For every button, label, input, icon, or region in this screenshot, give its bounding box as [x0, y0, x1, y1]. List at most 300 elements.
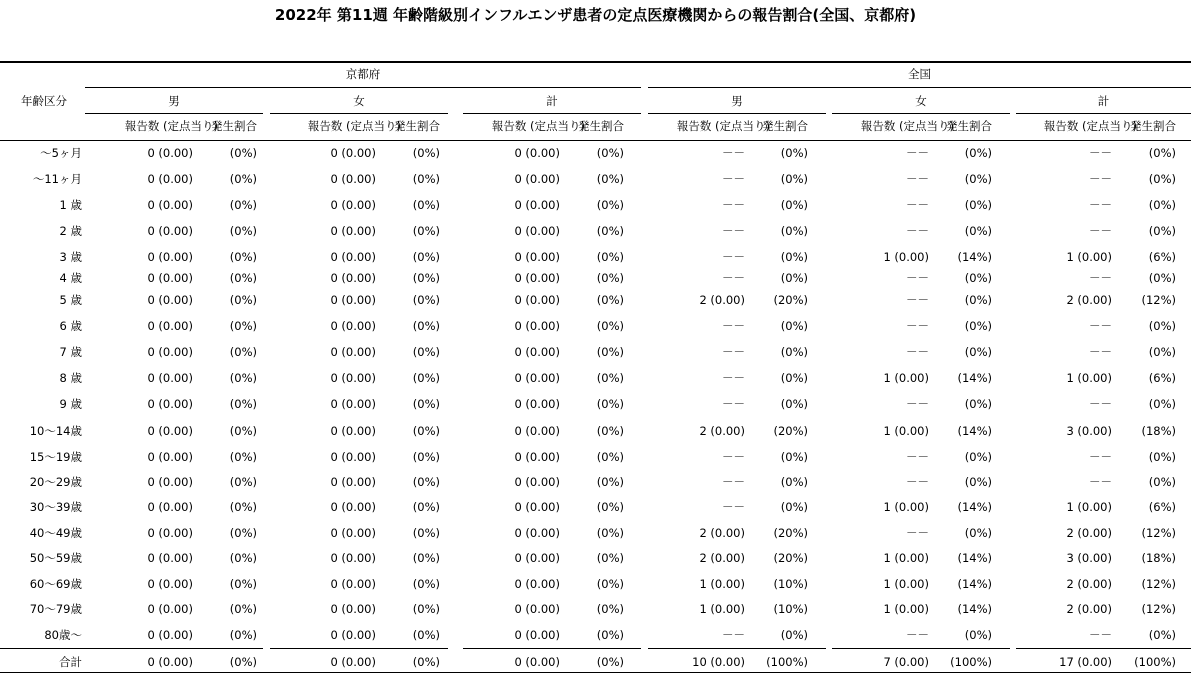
ratio-cell: (0%) — [964, 224, 992, 238]
ratio-cell: (0%) — [780, 345, 808, 359]
count-cell: 0 (0.00) — [330, 424, 376, 438]
total-count-cell: 17 (0.00) — [1059, 655, 1112, 669]
count-column-header: 報告数 (定点当り) — [491, 119, 585, 133]
count-column-header: 報告数 (定点当り) — [307, 119, 401, 133]
count-cell: 0 (0.00) — [514, 271, 560, 285]
count-cell: 0 (0.00) — [514, 475, 560, 489]
age-label: 20〜29歳 — [29, 475, 82, 489]
count-cell: －－ — [906, 526, 929, 540]
ratio-cell: (0%) — [1148, 319, 1176, 333]
ratio-cell: (0%) — [780, 450, 808, 464]
count-cell: －－ — [906, 172, 929, 186]
age-label: 2 歳 — [59, 224, 82, 238]
count-cell: 0 (0.00) — [147, 146, 193, 160]
table-top-border — [0, 61, 1191, 63]
ratio-cell: (14%) — [957, 424, 992, 438]
ratio-cell: (0%) — [1148, 198, 1176, 212]
count-cell: 0 (0.00) — [330, 371, 376, 385]
ratio-cell: (0%) — [229, 424, 257, 438]
count-cell: 0 (0.00) — [514, 224, 560, 238]
sex-underline — [270, 113, 448, 114]
count-cell: 0 (0.00) — [514, 450, 560, 464]
ratio-cell: (0%) — [780, 146, 808, 160]
total-top-border — [832, 648, 1010, 649]
ratio-cell: (0%) — [596, 345, 624, 359]
count-cell: －－ — [906, 224, 929, 238]
ratio-cell: (0%) — [780, 319, 808, 333]
ratio-cell: (0%) — [1148, 146, 1176, 160]
count-cell: 0 (0.00) — [514, 371, 560, 385]
ratio-cell: (0%) — [412, 397, 440, 411]
ratio-cell: (0%) — [1148, 224, 1176, 238]
ratio-cell: (0%) — [596, 271, 624, 285]
total-ratio-cell: (0%) — [412, 655, 440, 669]
count-cell: 0 (0.00) — [514, 397, 560, 411]
ratio-cell: (14%) — [957, 250, 992, 264]
count-cell: 0 (0.00) — [514, 577, 560, 591]
count-cell: 1 (0.00) — [699, 602, 745, 616]
ratio-cell: (0%) — [412, 250, 440, 264]
count-cell: 0 (0.00) — [514, 424, 560, 438]
age-label: 60〜69歳 — [29, 577, 82, 591]
count-cell: 0 (0.00) — [147, 475, 193, 489]
ratio-cell: (12%) — [1141, 293, 1176, 307]
count-cell: －－ — [906, 397, 929, 411]
age-label: 5 歳 — [59, 293, 82, 307]
ratio-cell: (0%) — [596, 577, 624, 591]
sex-underline — [648, 113, 826, 114]
count-cell: 0 (0.00) — [147, 371, 193, 385]
count-column-header: 報告数 (定点当り) — [124, 119, 218, 133]
region-underline-national — [648, 87, 1191, 88]
ratio-cell: (0%) — [412, 628, 440, 642]
count-cell: 2 (0.00) — [699, 551, 745, 565]
ratio-column-header: 発生割合 — [394, 119, 440, 133]
count-cell: 0 (0.00) — [147, 602, 193, 616]
count-cell: －－ — [1089, 146, 1112, 160]
count-cell: －－ — [1089, 198, 1112, 212]
sex-header: 男 — [731, 94, 743, 108]
ratio-column-header: 発生割合 — [578, 119, 624, 133]
ratio-cell: (0%) — [412, 526, 440, 540]
count-cell: 0 (0.00) — [330, 450, 376, 464]
count-cell: 0 (0.00) — [330, 224, 376, 238]
ratio-cell: (0%) — [596, 526, 624, 540]
ratio-cell: (0%) — [412, 424, 440, 438]
count-cell: 2 (0.00) — [699, 424, 745, 438]
count-cell: －－ — [1089, 172, 1112, 186]
sex-header: 男 — [168, 94, 180, 108]
count-cell: －－ — [722, 250, 745, 264]
ratio-cell: (0%) — [780, 628, 808, 642]
ratio-cell: (0%) — [229, 345, 257, 359]
ratio-cell: (0%) — [964, 319, 992, 333]
ratio-column-header: 発生割合 — [211, 119, 257, 133]
count-cell: 0 (0.00) — [147, 500, 193, 514]
ratio-cell: (0%) — [412, 577, 440, 591]
region-underline-kyoto — [85, 87, 641, 88]
total-count-cell: 0 (0.00) — [147, 655, 193, 669]
count-cell: －－ — [722, 371, 745, 385]
ratio-cell: (0%) — [229, 172, 257, 186]
ratio-cell: (0%) — [780, 172, 808, 186]
ratio-cell: (12%) — [1141, 602, 1176, 616]
ratio-cell: (0%) — [780, 224, 808, 238]
ratio-cell: (0%) — [1148, 628, 1176, 642]
ratio-cell: (10%) — [773, 577, 808, 591]
count-cell: 0 (0.00) — [330, 250, 376, 264]
ratio-cell: (0%) — [229, 371, 257, 385]
count-cell: －－ — [1089, 450, 1112, 464]
ratio-cell: (0%) — [412, 271, 440, 285]
count-cell: 0 (0.00) — [514, 146, 560, 160]
count-cell: －－ — [906, 450, 929, 464]
ratio-cell: (0%) — [1148, 271, 1176, 285]
ratio-cell: (0%) — [596, 424, 624, 438]
count-cell: －－ — [1089, 628, 1112, 642]
ratio-cell: (0%) — [412, 500, 440, 514]
page-title: 2022年 第11週 年齢階級別インフルエンザ患者の定点医療機関からの報告割合(全国、京都府) — [274, 6, 917, 24]
ratio-cell: (0%) — [964, 526, 992, 540]
ratio-cell: (0%) — [229, 250, 257, 264]
count-cell: 0 (0.00) — [514, 500, 560, 514]
count-cell: 2 (0.00) — [1066, 526, 1112, 540]
sex-underline — [463, 113, 641, 114]
count-cell: 0 (0.00) — [330, 526, 376, 540]
ratio-cell: (0%) — [964, 475, 992, 489]
count-cell: 0 (0.00) — [514, 198, 560, 212]
ratio-cell: (0%) — [596, 500, 624, 514]
ratio-cell: (0%) — [412, 345, 440, 359]
count-cell: 0 (0.00) — [330, 602, 376, 616]
count-cell: 0 (0.00) — [147, 450, 193, 464]
ratio-cell: (0%) — [780, 500, 808, 514]
ratio-cell: (0%) — [1148, 450, 1176, 464]
age-label: 50〜59歳 — [29, 551, 82, 565]
sex-header: 女 — [353, 94, 365, 108]
ratio-cell: (0%) — [596, 250, 624, 264]
total-label: 合計 — [59, 655, 82, 669]
count-cell: 0 (0.00) — [147, 397, 193, 411]
ratio-cell: (0%) — [229, 319, 257, 333]
count-cell: －－ — [906, 475, 929, 489]
count-cell: 0 (0.00) — [147, 293, 193, 307]
ratio-cell: (0%) — [596, 319, 624, 333]
count-cell: 0 (0.00) — [147, 424, 193, 438]
count-cell: 0 (0.00) — [330, 345, 376, 359]
ratio-cell: (0%) — [596, 602, 624, 616]
ratio-cell: (0%) — [596, 628, 624, 642]
count-cell: 0 (0.00) — [330, 198, 376, 212]
count-cell: 0 (0.00) — [514, 319, 560, 333]
count-cell: 2 (0.00) — [1066, 577, 1112, 591]
ratio-cell: (0%) — [229, 551, 257, 565]
ratio-cell: (0%) — [412, 450, 440, 464]
count-cell: －－ — [906, 628, 929, 642]
ratio-cell: (0%) — [596, 551, 624, 565]
region-header-kyoto: 京都府 — [345, 67, 381, 81]
ratio-cell: (0%) — [780, 475, 808, 489]
ratio-cell: (0%) — [229, 198, 257, 212]
age-label: 9 歳 — [59, 397, 82, 411]
age-label: 80歳〜 — [44, 628, 82, 642]
count-cell: －－ — [722, 146, 745, 160]
total-top-border — [270, 648, 448, 649]
count-cell: 0 (0.00) — [147, 628, 193, 642]
ratio-cell: (20%) — [773, 424, 808, 438]
total-top-border — [1016, 648, 1191, 649]
total-count-cell: 0 (0.00) — [330, 655, 376, 669]
count-cell: －－ — [722, 172, 745, 186]
count-cell: 0 (0.00) — [147, 345, 193, 359]
count-cell: 0 (0.00) — [147, 526, 193, 540]
count-cell: 2 (0.00) — [699, 293, 745, 307]
count-cell: 1 (0.00) — [883, 424, 929, 438]
count-cell: 0 (0.00) — [147, 271, 193, 285]
ratio-cell: (0%) — [964, 345, 992, 359]
age-label: 〜5ヶ月 — [40, 146, 82, 160]
count-cell: －－ — [722, 345, 745, 359]
count-cell: 2 (0.00) — [699, 526, 745, 540]
count-cell: －－ — [1089, 319, 1112, 333]
count-cell: －－ — [906, 319, 929, 333]
ratio-cell: (0%) — [596, 450, 624, 464]
count-cell: 1 (0.00) — [1066, 500, 1112, 514]
ratio-cell: (18%) — [1141, 551, 1176, 565]
count-cell: 3 (0.00) — [1066, 424, 1112, 438]
count-cell: －－ — [722, 397, 745, 411]
ratio-cell: (20%) — [773, 293, 808, 307]
count-cell: 0 (0.00) — [514, 345, 560, 359]
count-cell: 0 (0.00) — [514, 526, 560, 540]
total-ratio-cell: (0%) — [596, 655, 624, 669]
count-cell: －－ — [722, 319, 745, 333]
count-cell: 1 (0.00) — [883, 500, 929, 514]
ratio-cell: (0%) — [596, 293, 624, 307]
count-cell: 0 (0.00) — [330, 500, 376, 514]
sex-underline — [1016, 113, 1191, 114]
count-cell: 0 (0.00) — [330, 628, 376, 642]
count-cell: 1 (0.00) — [883, 551, 929, 565]
ratio-cell: (0%) — [229, 293, 257, 307]
age-label: 40〜49歳 — [29, 526, 82, 540]
count-cell: 0 (0.00) — [514, 172, 560, 186]
ratio-cell: (0%) — [596, 475, 624, 489]
count-cell: 0 (0.00) — [330, 146, 376, 160]
total-ratio-cell: (100%) — [950, 655, 992, 669]
ratio-cell: (0%) — [229, 146, 257, 160]
total-top-border — [648, 648, 826, 649]
count-column-header: 報告数 (定点当り) — [676, 119, 770, 133]
sex-header: 計 — [1097, 94, 1110, 108]
count-cell: 0 (0.00) — [147, 319, 193, 333]
ratio-cell: (0%) — [964, 271, 992, 285]
ratio-cell: (0%) — [780, 271, 808, 285]
region-header-national: 全国 — [908, 67, 931, 81]
count-cell: 0 (0.00) — [330, 551, 376, 565]
ratio-cell: (0%) — [412, 551, 440, 565]
count-cell: －－ — [722, 475, 745, 489]
ratio-cell: (0%) — [229, 526, 257, 540]
ratio-cell: (0%) — [412, 293, 440, 307]
ratio-cell: (0%) — [596, 397, 624, 411]
age-label: 4 歳 — [59, 271, 82, 285]
ratio-cell: (0%) — [596, 172, 624, 186]
age-label: 1 歳 — [59, 198, 82, 212]
ratio-cell: (0%) — [412, 146, 440, 160]
ratio-cell: (0%) — [780, 397, 808, 411]
count-cell: －－ — [906, 198, 929, 212]
sex-header: 計 — [546, 94, 558, 108]
ratio-cell: (0%) — [229, 271, 257, 285]
count-cell: 1 (0.00) — [1066, 250, 1112, 264]
ratio-cell: (0%) — [1148, 345, 1176, 359]
ratio-cell: (0%) — [412, 172, 440, 186]
count-cell: 0 (0.00) — [514, 551, 560, 565]
age-column-header: 年齢区分 — [21, 94, 67, 108]
ratio-cell: (0%) — [596, 146, 624, 160]
count-cell: 0 (0.00) — [330, 293, 376, 307]
count-cell: 0 (0.00) — [514, 602, 560, 616]
ratio-cell: (0%) — [780, 198, 808, 212]
count-cell: 1 (0.00) — [1066, 371, 1112, 385]
ratio-cell: (0%) — [964, 146, 992, 160]
ratio-cell: (0%) — [229, 602, 257, 616]
count-cell: 1 (0.00) — [883, 250, 929, 264]
ratio-cell: (0%) — [1148, 475, 1176, 489]
ratio-cell: (0%) — [780, 250, 808, 264]
ratio-cell: (0%) — [229, 628, 257, 642]
ratio-cell: (0%) — [964, 628, 992, 642]
ratio-cell: (6%) — [1148, 250, 1176, 264]
ratio-cell: (0%) — [229, 500, 257, 514]
ratio-column-header: 発生割合 — [1130, 119, 1176, 133]
total-count-cell: 10 (0.00) — [692, 655, 745, 669]
count-cell: －－ — [1089, 271, 1112, 285]
count-cell: 0 (0.00) — [514, 628, 560, 642]
ratio-cell: (0%) — [412, 371, 440, 385]
count-cell: －－ — [722, 628, 745, 642]
count-cell: －－ — [722, 450, 745, 464]
count-cell: 0 (0.00) — [330, 577, 376, 591]
age-label: 70〜79歳 — [29, 602, 82, 616]
ratio-cell: (14%) — [957, 371, 992, 385]
ratio-column-header: 発生割合 — [762, 119, 808, 133]
total-top-border — [0, 648, 263, 649]
ratio-cell: (0%) — [229, 224, 257, 238]
count-cell: －－ — [906, 146, 929, 160]
header-bottom-border — [0, 140, 1191, 141]
ratio-cell: (0%) — [412, 224, 440, 238]
age-label: 15〜19歳 — [29, 450, 82, 464]
count-cell: －－ — [1089, 224, 1112, 238]
count-cell: －－ — [722, 224, 745, 238]
ratio-cell: (0%) — [964, 397, 992, 411]
ratio-cell: (0%) — [964, 293, 992, 307]
count-cell: 0 (0.00) — [147, 198, 193, 212]
ratio-cell: (12%) — [1141, 526, 1176, 540]
count-cell: 0 (0.00) — [330, 319, 376, 333]
count-cell: 0 (0.00) — [514, 250, 560, 264]
count-cell: －－ — [722, 500, 745, 514]
count-cell: 1 (0.00) — [883, 577, 929, 591]
count-cell: －－ — [906, 345, 929, 359]
count-cell: 0 (0.00) — [147, 250, 193, 264]
ratio-cell: (20%) — [773, 526, 808, 540]
count-cell: 0 (0.00) — [514, 293, 560, 307]
ratio-cell: (10%) — [773, 602, 808, 616]
ratio-cell: (12%) — [1141, 577, 1176, 591]
count-cell: －－ — [1089, 345, 1112, 359]
age-label: 10〜14歳 — [29, 424, 82, 438]
total-count-cell: 0 (0.00) — [514, 655, 560, 669]
age-label: 3 歳 — [59, 250, 82, 264]
count-cell: 2 (0.00) — [1066, 293, 1112, 307]
ratio-cell: (0%) — [964, 450, 992, 464]
age-label: 6 歳 — [59, 319, 82, 333]
ratio-cell: (6%) — [1148, 371, 1176, 385]
total-top-border — [463, 648, 641, 649]
count-cell: 0 (0.00) — [147, 551, 193, 565]
count-cell: 0 (0.00) — [147, 172, 193, 186]
count-column-header: 報告数 (定点当り) — [1043, 119, 1137, 133]
ratio-cell: (0%) — [1148, 397, 1176, 411]
ratio-cell: (0%) — [596, 224, 624, 238]
ratio-cell: (0%) — [780, 371, 808, 385]
ratio-cell: (0%) — [596, 198, 624, 212]
count-cell: －－ — [1089, 397, 1112, 411]
count-cell: 2 (0.00) — [1066, 602, 1112, 616]
ratio-cell: (20%) — [773, 551, 808, 565]
sex-underline — [832, 113, 1010, 114]
ratio-cell: (0%) — [412, 602, 440, 616]
table-bottom-border — [0, 672, 1191, 673]
count-cell: 0 (0.00) — [147, 224, 193, 238]
count-cell: 1 (0.00) — [699, 577, 745, 591]
ratio-cell: (0%) — [229, 577, 257, 591]
count-cell: －－ — [722, 198, 745, 212]
total-count-cell: 7 (0.00) — [883, 655, 929, 669]
count-cell: －－ — [1089, 475, 1112, 489]
total-ratio-cell: (100%) — [1134, 655, 1176, 669]
count-cell: 0 (0.00) — [147, 577, 193, 591]
count-cell: 0 (0.00) — [330, 397, 376, 411]
count-column-header: 報告数 (定点当り) — [860, 119, 954, 133]
ratio-cell: (0%) — [412, 475, 440, 489]
count-cell: －－ — [722, 271, 745, 285]
ratio-cell: (18%) — [1141, 424, 1176, 438]
ratio-cell: (0%) — [964, 172, 992, 186]
total-ratio-cell: (0%) — [229, 655, 257, 669]
ratio-cell: (6%) — [1148, 500, 1176, 514]
ratio-cell: (0%) — [1148, 172, 1176, 186]
ratio-cell: (0%) — [412, 198, 440, 212]
age-label: 8 歳 — [59, 371, 82, 385]
sex-underline — [85, 113, 263, 114]
ratio-cell: (0%) — [229, 397, 257, 411]
ratio-cell: (0%) — [964, 198, 992, 212]
sex-header: 女 — [915, 94, 927, 108]
count-cell: 1 (0.00) — [883, 602, 929, 616]
count-cell: －－ — [906, 293, 929, 307]
count-cell: 1 (0.00) — [883, 371, 929, 385]
ratio-cell: (14%) — [957, 602, 992, 616]
ratio-cell: (0%) — [229, 475, 257, 489]
count-cell: 0 (0.00) — [330, 172, 376, 186]
ratio-column-header: 発生割合 — [946, 119, 992, 133]
count-cell: 3 (0.00) — [1066, 551, 1112, 565]
age-label: 7 歳 — [59, 345, 82, 359]
